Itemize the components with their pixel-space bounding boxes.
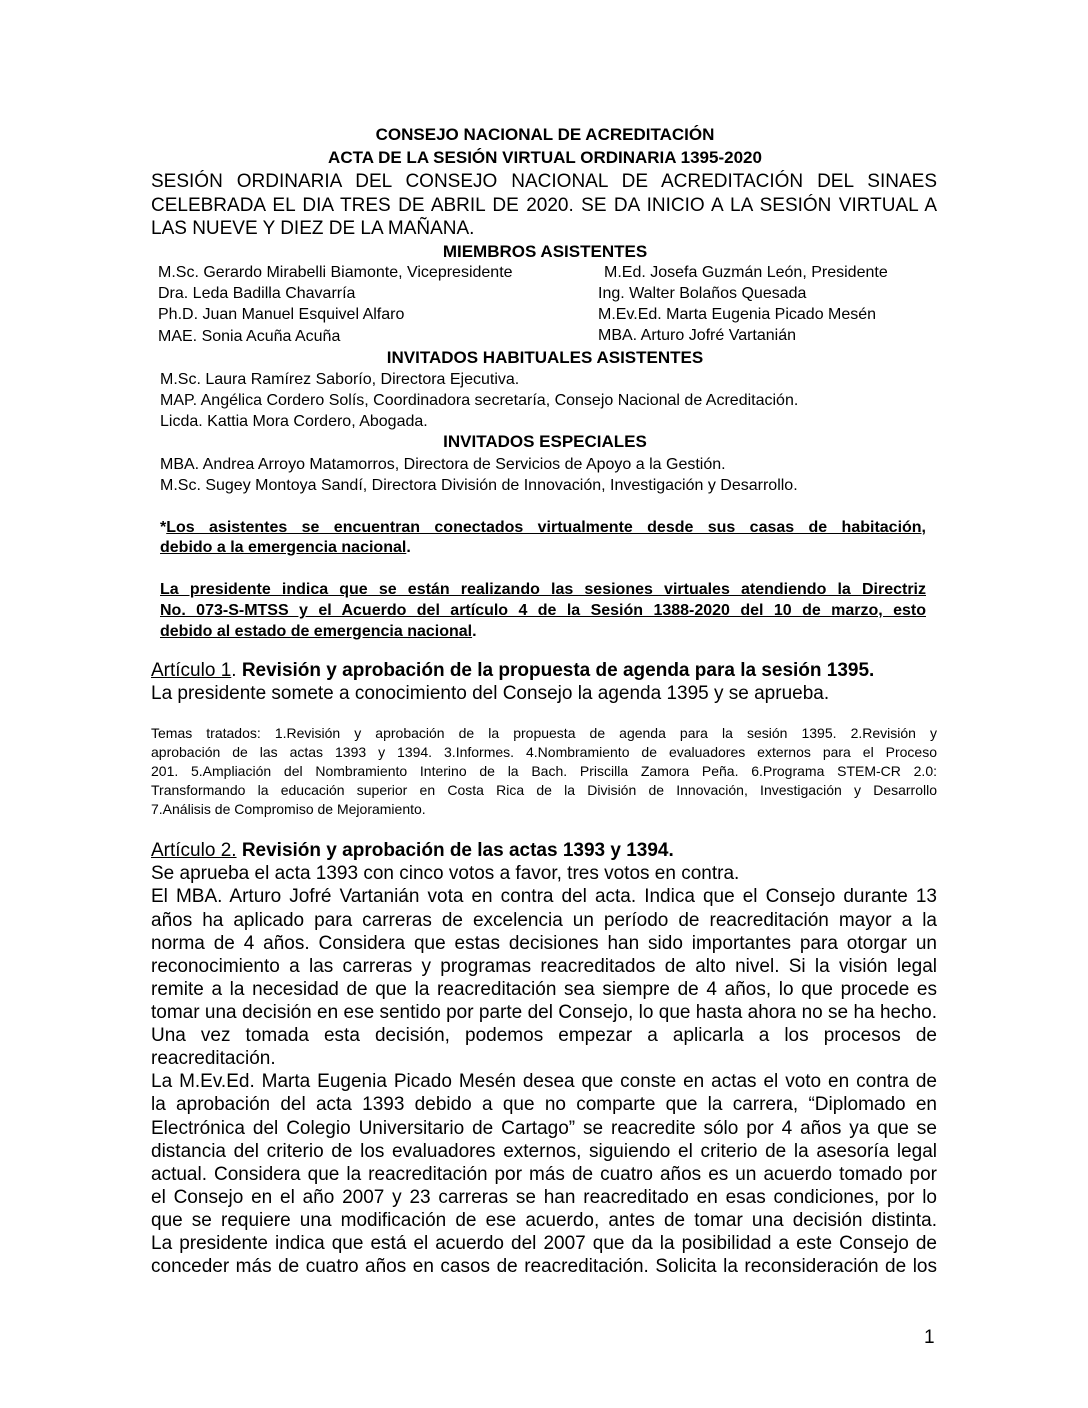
article-2-title: Revisión y aprobación de las actas 1393 y 1394. xyxy=(241,840,674,861)
notice-2-line-2: No. 073-S-MTSS y el Acuerdo del artículo 4 de la Sesión 1388-2020 del 10 de marzo, esto xyxy=(160,602,926,619)
member-left-4: MAE. Sonia Acuña Acuña xyxy=(158,328,341,345)
topics-line-4: Transformando la educación superior en Costa Rica de la División de Innovación, Investigación y Desarrollo xyxy=(151,782,937,798)
article-1-title: Revisión y aprobación de la propuesta de agenda para la sesión 1395. xyxy=(241,660,875,681)
member-right-2: Ing. Walter Bolaños Quesada xyxy=(598,285,807,302)
article-1-heading: Artículo 1. Revisión y aprobación de la propuesta de agenda para la sesión 1395. xyxy=(151,660,875,681)
topics-line-2: aprobación de las actas 1393 y 1394. 3.Informes. 4.Nombramiento de evaluadores externos para el Proceso xyxy=(151,744,937,760)
intro-line-1: SESIÓN ORDINARIA DEL CONSEJO NACIONAL DE ACREDITACIÓN DEL SINAES xyxy=(151,171,937,192)
topics-line-5: 7.Análisis de Compromiso de Mejoramiento. xyxy=(151,801,426,817)
article-2-line-5: reconocimiento a las carreras y programas reacreditados de alto nivel. Si la visión legal xyxy=(151,956,937,977)
article-1-text: La presidente somete a conocimiento del Consejo la agenda 1395 y se aprueba. xyxy=(151,683,830,704)
article-2-heading xyxy=(151,840,674,862)
notice-1-line-1 xyxy=(160,517,926,538)
topics-line-1: Temas tratados: 1.Revisión y aprobación de la propuesta de agenda para la sesión 1395. 2.Revisión y xyxy=(151,725,937,741)
article-1-label: Artículo 1 xyxy=(151,660,232,681)
article-2-line-17: La presidente indica que está el acuerdo del 2007 que da la posibilidad a este Consejo de xyxy=(151,1233,937,1254)
article-2-line-10: La M.Ev.Ed. Marta Eugenia Picado Mesén desea que conste en actas el voto en contra de xyxy=(151,1071,937,1092)
article-2-line-16: que se requiere una modificación de ese acuerdo, antes de tomar una decisión distinta. xyxy=(151,1210,937,1231)
member-left-2: Dra. Leda Badilla Chavarría xyxy=(158,285,356,302)
member-left-1: M.Sc. Gerardo Mirabelli Biamonte, Vicepresidente xyxy=(158,264,513,281)
article-2-line-2: El MBA. Arturo Jofré Vartanián vota en contra del acta. Indica que el Consejo durante 13 xyxy=(151,886,937,907)
special-guest-1: MBA. Andrea Arroyo Matamorros, Directora de Servicios de Apoyo a la Gestión. xyxy=(160,456,726,473)
member-right-3: M.Ev.Ed. Marta Eugenia Picado Mesén xyxy=(598,306,877,323)
article-2-line-1: Se aprueba el acta 1393 con cinco votos a favor, tres votos en contra. xyxy=(151,863,740,884)
article-2-label: Artículo 2. xyxy=(151,840,237,861)
guest-1: M.Sc. Laura Ramírez Saborío, Directora Ejecutiva. xyxy=(160,371,520,388)
page-number: 1 xyxy=(924,1327,935,1348)
intro-line-3: LAS NUEVE Y DIEZ DE LA MAÑANA. xyxy=(151,218,475,239)
notice-1-star: * xyxy=(160,519,167,536)
member-left-3: Ph.D. Juan Manuel Esquivel Alfaro xyxy=(158,306,405,323)
article-2-line-3: años ha aplicado para carreras de excelencia un período de reacreditación mayor a la xyxy=(151,910,937,931)
article-2-line-13: distancia del criterio de los evaluadores externos, siguiendo el criterio de la asesoría legal xyxy=(151,1141,937,1162)
intro-line-2: CELEBRADA EL DIA TRES DE ABRIL DE 2020. SE DA INICIO A LA SESIÓN VIRTUAL A xyxy=(151,195,937,216)
article-2-line-4: norma de 4 años. Considera que estas decisiones han sido importantes para otorgar un xyxy=(151,933,937,954)
notice-2-line-1: La presidente indica que se están realizando las sesiones virtuales atendiendo la Directriz xyxy=(160,581,926,598)
council-title: CONSEJO NACIONAL DE ACREDITACIÓN xyxy=(375,125,715,144)
article-2-line-7: tomar una decisión en ese sentido por parte del Consejo, lo que hasta ahora no se ha hecho. xyxy=(151,1002,937,1023)
notice-2-line-3: debido al estado de emergencia nacional. xyxy=(160,623,477,640)
article-2-line-12: Electrónica del Colegio Universitario de Cartago” se reacredite sólo por 4 años ya que se xyxy=(151,1118,937,1139)
article-2-line-18: conceder más de cuatro años en casos de reacreditación. Solicita la reconsideración de los xyxy=(151,1256,937,1277)
member-right-1: M.Ed. Josefa Guzmán León, Presidente xyxy=(604,264,888,281)
article-2-line-11: la aprobación del acta 1393 debido a que no comparte que la carrera, “Diplomado en xyxy=(151,1094,937,1115)
article-2-line-9: reacreditación. xyxy=(151,1048,276,1069)
special-heading: INVITADOS ESPECIALES xyxy=(443,432,647,451)
member-right-4: MBA. Arturo Jofré Vartanián xyxy=(598,327,797,344)
guests-heading: INVITADOS HABITUALES ASISTENTES xyxy=(386,348,704,367)
article-2-line-6: remite a la necesidad de que la reacreditación sea siempre de 4 años, lo que procede es xyxy=(151,979,937,1000)
guest-2: MAP. Angélica Cordero Solís, Coordinadora secretaría, Consejo Nacional de Acreditación. xyxy=(160,392,799,409)
notice-1-text-1: Los asistentes se encuentran conectados virtualmente desde sus casas de habitación, xyxy=(166,519,926,536)
members-heading: MIEMBROS ASISTENTES xyxy=(442,242,648,261)
article-2-line-14: actual. Considera que la reacreditación por más de cuatro años es un acuerdo tomado por xyxy=(151,1164,937,1185)
special-guest-2: M.Sc. Sugey Montoya Sandí, Directora División de Innovación, Investigación y Desarrollo. xyxy=(160,477,798,494)
guest-3: Licda. Kattia Mora Cordero, Abogada. xyxy=(160,413,428,430)
notice-1-line-2: debido a la emergencia nacional. xyxy=(160,539,411,556)
session-title: ACTA DE LA SESIÓN VIRTUAL ORDINARIA 1395-2020 xyxy=(328,148,762,167)
article-2-line-8: Una vez tomada esta decisión, podemos empezar a aplicarla a los procesos de xyxy=(151,1025,937,1046)
topics-line-3: 201. 5.Ampliación del Nombramiento Interino de la Bach. Priscilla Zamora Peña. 6.Programa STEM-CR 2.0: xyxy=(151,763,937,779)
article-2-line-15: el Consejo en el año 2007 y 23 carreras se han reacreditado en esas condiciones, por lo xyxy=(151,1187,937,1208)
